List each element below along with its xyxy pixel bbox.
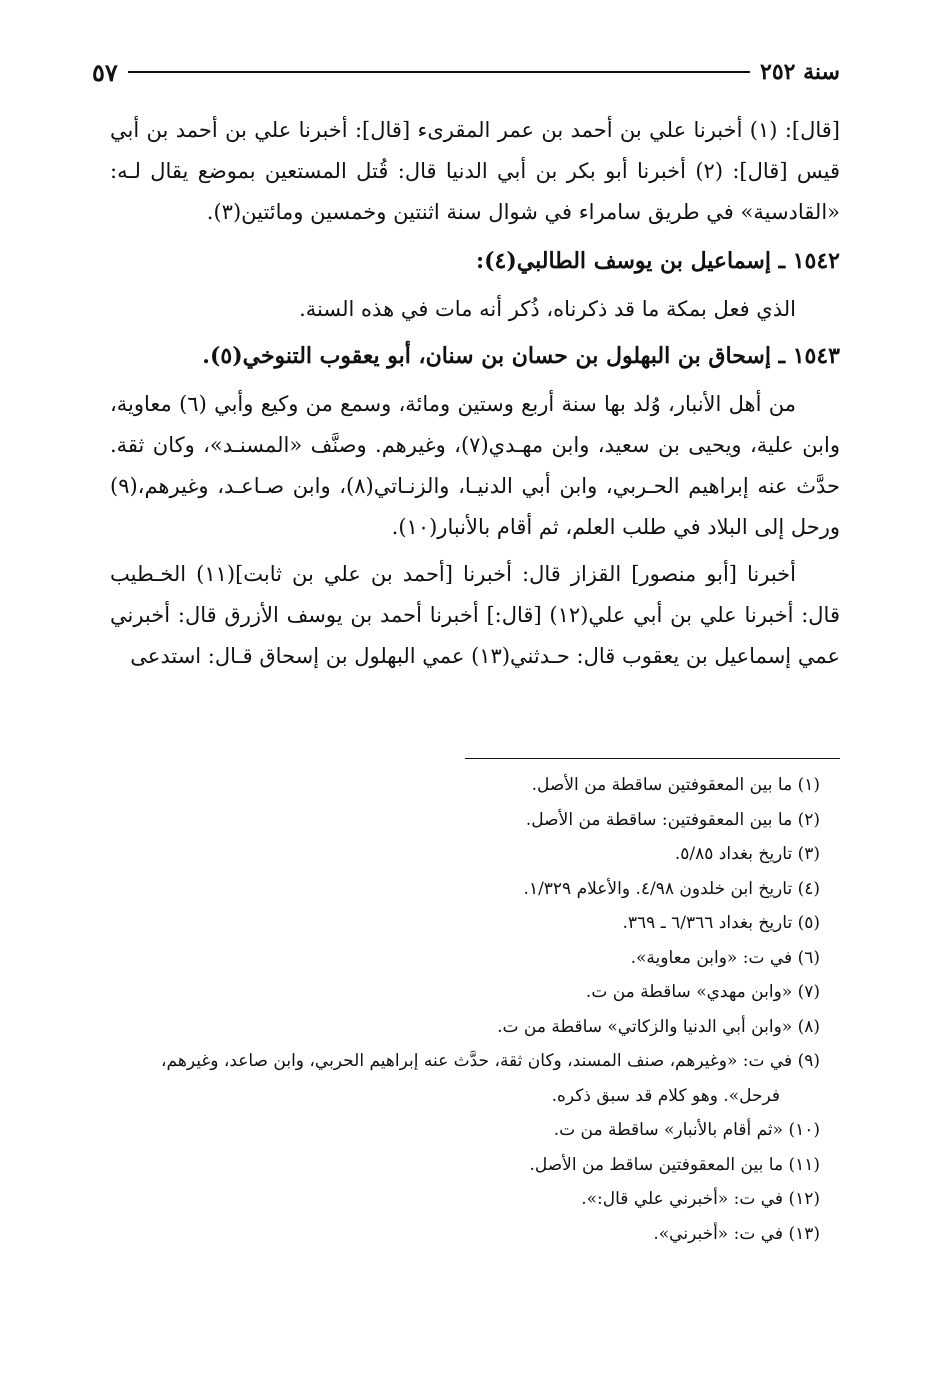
footnote: (٧) «وابن مهدي» ساقطة من ت.: [585, 982, 820, 1002]
footnote: (٨) «وابن أبي الدنيا والزكاتي» ساقطة من ت.: [497, 1016, 820, 1037]
footnote-continuation: فرحل». وهو كلام قد سبق ذكره.: [551, 1085, 780, 1106]
footnote: (٩) في ت: «وغيرهم، صنف المسند، وكان ثقة، حدَّث عنه إبراهيم الحربي، وابن صاعد، وغيرهم،: [161, 1051, 820, 1071]
header-rule: [128, 71, 750, 73]
entry-heading-1543: ١٥٤٣ ـ إسحاق بن البهلول بن حسان بن سنان، أبو يعقوب التنوخي(٥).: [202, 343, 840, 369]
main-text: [110, 110, 840, 677]
footnotes: [90, 768, 840, 1251]
paragraph-4: أخبرنا [أبو منصور] القزاز قال: أخبرنا [أحمد بن علي بن ثابت](١١) الخـطيب قال: أخبرنا علي بن أبي علي(١٢) [قال:] أخبرنا أحمد بن يوسف الأزرق قال: أخبرني عمي إسماعيل بن يعقوب قال: حـدثني(١٣) عمي البهلول بن إسحاق قـال: استدعى: [110, 562, 840, 668]
footnote: (٥) تاريخ بغداد ٦/٣٦٦ ـ ٣٦٩.: [622, 913, 820, 933]
footnote: (٣) تاريخ بغداد ٥/٨٥.: [674, 844, 820, 864]
header-year-title: سنة ٢٥٢: [760, 59, 840, 85]
footnote-separator: [465, 758, 840, 759]
entry-heading-1542: ١٥٤٢ ـ إسماعيل بن يوسف الطالبي(٤):: [476, 248, 840, 274]
page-number: ٥٧: [92, 57, 118, 87]
footnote: (١١) ما بين المعقوفتين ساقط من الأصل.: [529, 1154, 820, 1175]
footnote: (٢) ما بين المعقوفتين: ساقطة من الأصل.: [525, 809, 820, 830]
paragraph-3: من أهل الأنبار، وُلد بها سنة أربع وستين ومائة، وسمع من وكيع وأبي (٦) معاوية، وابن علية، ويحيى بن سعيد، وابن مهـدي(٧)، وغيرهم. وصنَّف «المسنـد»، وكان ثقة. حدَّث عنه إبراهيم الحـربي، وابن أبي الدنيـا، والزنـاتي(٨)، وابن صـاعـد، وغيرهم،(٩) ورحل إلى البلاد في طلب العلم، ثم أقام بالأنبار(١٠).: [110, 392, 840, 539]
paragraph-2: الذي فعل بمكة ما قد ذكرناه، ذُكر أنه مات في هذه السنة.: [299, 297, 796, 321]
footnote: (٦) في ت: «وابن معاوية».: [630, 947, 820, 968]
paragraph-1: [قال]: (١) أخبرنا علي بن أحمد بن عمر المقرىء [قال]: أخبرنا علي بن أحمد بن أبي قيس [قال]: (٢) أخبرنا أبو بكر بن أبي الدنيا قال: قُتل المستعين بموضع يقال لـه: «القادسية» في طريق سامراء في شوال سنة اثنتين وخمسين ومائتين(٣).: [110, 118, 840, 224]
footnote: (١٣) في ت: «أخبرني».: [653, 1223, 820, 1244]
footnote: (١٠) «ثم أقام بالأنبار» ساقطة من ت.: [553, 1120, 820, 1140]
running-header: [92, 52, 840, 92]
footnote: (١) ما بين المعقوفتين ساقطة من الأصل.: [531, 775, 820, 795]
footnote: (١٢) في ت: «أخبرني علي قال:».: [581, 1189, 820, 1209]
footnote: (٤) تاريخ ابن خلدون ٤/٩٨. والأعلام ١/٣٢٩.: [523, 878, 820, 899]
